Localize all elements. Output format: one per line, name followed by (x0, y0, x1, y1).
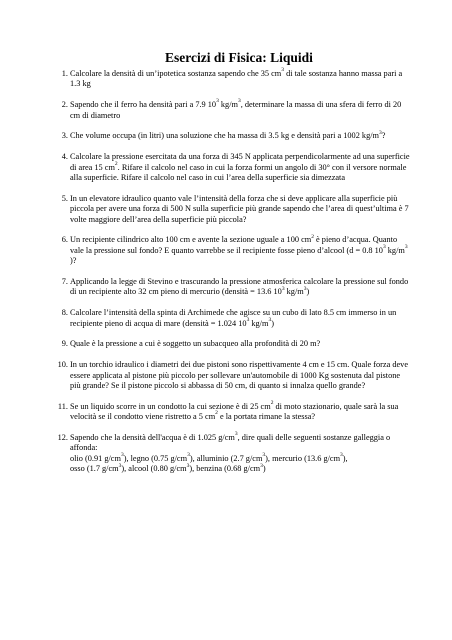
exercise-number: 9. (61, 339, 68, 349)
text-run: , determinare la massa di una sfera di ferro di 20 cm di diametro (70, 100, 402, 120)
text-run: . Rifare il calcolo nel caso in cui la forza formi un angolo di 30° con il versore normale alla superficie. Rifare il calcolo nel caso in cui l’area della superficie sia dimezzata (70, 162, 407, 183)
superscript: 3 (382, 244, 386, 251)
superscript: 3 (340, 452, 343, 459)
text-run: Calcolare l’intensità della spinta di Archimede che agisce su un cubo di lato 8.5 cm immerso in un recipiente pieno di acqua di mare (densità = 1.024 10 (70, 308, 397, 328)
text-run: )? (70, 256, 77, 266)
exercise-text (70, 360, 408, 390)
text-run: è pieno d’acqua. Quanto vale la pressione sul fondo? E quanto varrebbe se il recipiente fosse pieno d’alcool (d = 0.8 10 (70, 235, 398, 255)
superscript: 2 (311, 233, 314, 240)
exercise-number: 12. (57, 433, 68, 443)
text-run: In un torchio idraulico i diametri dei due pistoni sono rispettivamente 4 cm e 15 cm. Quale forza deve essere applicata al pistone più piccolo per sollevare un'automobile di 1000 Kg sostenuta dal pistone più grande? Se il pistone piccolo si abbassa di 50 cm, di quanto si innalza quello grande? (70, 360, 408, 391)
exercise-text (70, 69, 402, 88)
text-run: In un elevatore idraulico quanto vale l’intensità della forza che si deve applicare alla superficie più piccola per avere una forza di 500 N sulla superficie più grande sapendo che l’area di quest’ultima è 7 volte maggiore dell’area della superficie più piccola? (70, 193, 409, 224)
text-run: Sapendo che il ferro ha densità pari a 7.9 10 (70, 100, 217, 110)
exercise-number: 11. (57, 401, 68, 411)
exercise-item (58, 194, 412, 225)
text-run: Un recipiente cilindrico alto 100 cm e avente la sezione uguale a 100 cm (70, 235, 312, 245)
exercise-text (70, 339, 320, 348)
text-run: di moto stazionario, quale sarà la sua velocità se il condotto viene ristretto a 5 cm (70, 401, 399, 422)
exercise-number: 4. (61, 152, 68, 162)
exercise-number: 2. (61, 100, 68, 110)
superscript: 3 (186, 462, 190, 469)
text-run: olio (0.91 g/cm (70, 453, 121, 463)
exercise-item (58, 339, 412, 349)
exercise-item (58, 152, 412, 183)
exercise-text (70, 308, 396, 327)
exercise-text (70, 235, 408, 265)
exercise-item (58, 277, 412, 298)
superscript: 3 (303, 285, 307, 292)
superscript: 3 (118, 462, 122, 469)
text-run: kg/m (385, 245, 405, 255)
text-run: ), alluminio (2.7 g/cm (189, 453, 263, 463)
superscript: 3 (216, 98, 219, 105)
text-run: kg/m (284, 287, 304, 297)
exercise-text (70, 100, 401, 119)
text-run: ), alcool (0.80 g/cm (121, 464, 187, 474)
exercise-item (58, 308, 412, 329)
exercise-number: 6. (61, 235, 68, 245)
exercise-text (70, 131, 385, 140)
exercise-text (70, 194, 409, 224)
superscript: 3 (281, 67, 285, 74)
text-run: Applicando la legge di Stevino e trascurando la pressione atmosferica calcolare la pressione sul fondo di un recipiente alto 32 cm pieno di mercurio (densità = 13.6 10 (70, 277, 409, 297)
superscript: 2 (114, 160, 118, 167)
text-run: ) (306, 287, 310, 297)
exercise-number: 3. (61, 131, 68, 141)
text-run: osso (1.7 g/cm (70, 464, 119, 474)
superscript: 3 (234, 431, 238, 438)
text-run: ) (271, 318, 274, 328)
superscript: 3 (120, 452, 124, 459)
exercise-item (58, 131, 412, 141)
exercise-item (58, 235, 412, 266)
superscript: 2 (270, 400, 274, 407)
text-run: ), benzina (0.68 g/cm (189, 464, 261, 474)
exercise-item (58, 100, 412, 121)
text-run: ), mercurio (13.6 g/cm (265, 453, 341, 463)
exercise-text (70, 433, 390, 473)
text-run: e la portata rimane la stessa? (217, 412, 316, 422)
exercise-item (58, 402, 412, 423)
superscript: 2 (215, 410, 218, 417)
text-run: Che volume occupa (in litri) una soluzione che ha massa di 3.5 kg e densità pari a 1002 kg/m (70, 131, 379, 141)
superscript: 3 (404, 244, 408, 251)
text-run: di tale sostanza hanno massa pari a 1.3 kg (70, 69, 403, 89)
exercise-text (70, 402, 398, 421)
exercise-text (70, 277, 408, 296)
text-run: kg/m (218, 100, 238, 110)
text-run: ) (262, 464, 266, 474)
text-run: Quale è la pressione a cui è soggetto un subacqueo alla profondità di 20 m? (70, 339, 321, 349)
exercise-number: 1. (61, 69, 68, 78)
exercise-number: 8. (61, 308, 68, 318)
superscript: 3 (237, 98, 241, 105)
exercise-item (58, 360, 412, 391)
exercise-number: 10. (57, 360, 68, 370)
superscript: 3 (262, 452, 266, 459)
text-run: ), (342, 453, 348, 463)
exercise-item (58, 433, 412, 475)
superscript: 3 (246, 316, 250, 323)
exercise-number: 5. (61, 193, 68, 203)
exercise-text (70, 152, 410, 182)
superscript: 3 (378, 129, 382, 136)
exercise-item (58, 69, 412, 90)
text-run: kg/m (249, 318, 269, 328)
exercise-list (58, 69, 412, 475)
document-title: Esercizi di Fisica: Liquidi (165, 50, 313, 65)
superscript: 3 (187, 452, 190, 459)
text-run: Calcolare la pressione esercitata da una forza di 345 N applicata perpendicolarmente ad una superficie di area 15 cm (70, 152, 410, 172)
text-run: Calcolare la densità di un’ipotetica sostanza sapendo che 35 cm (70, 69, 282, 78)
text-run: ), legno (0.75 g/cm (123, 453, 188, 463)
text-run: Se un liquido scorre in un condotto la cui sezione è di 25 cm (70, 401, 271, 411)
text-run: ? (381, 131, 386, 141)
text-run: , dire quali delle seguenti sostanze galleggia o affonda: (70, 433, 391, 453)
superscript: 3 (268, 316, 272, 323)
superscript: 3 (281, 285, 285, 292)
exercise-number: 7. (61, 277, 68, 287)
superscript: 3 (260, 462, 263, 469)
text-run: Sapendo che la densità dell'acqua è di 1.025 g/cm (70, 433, 235, 443)
